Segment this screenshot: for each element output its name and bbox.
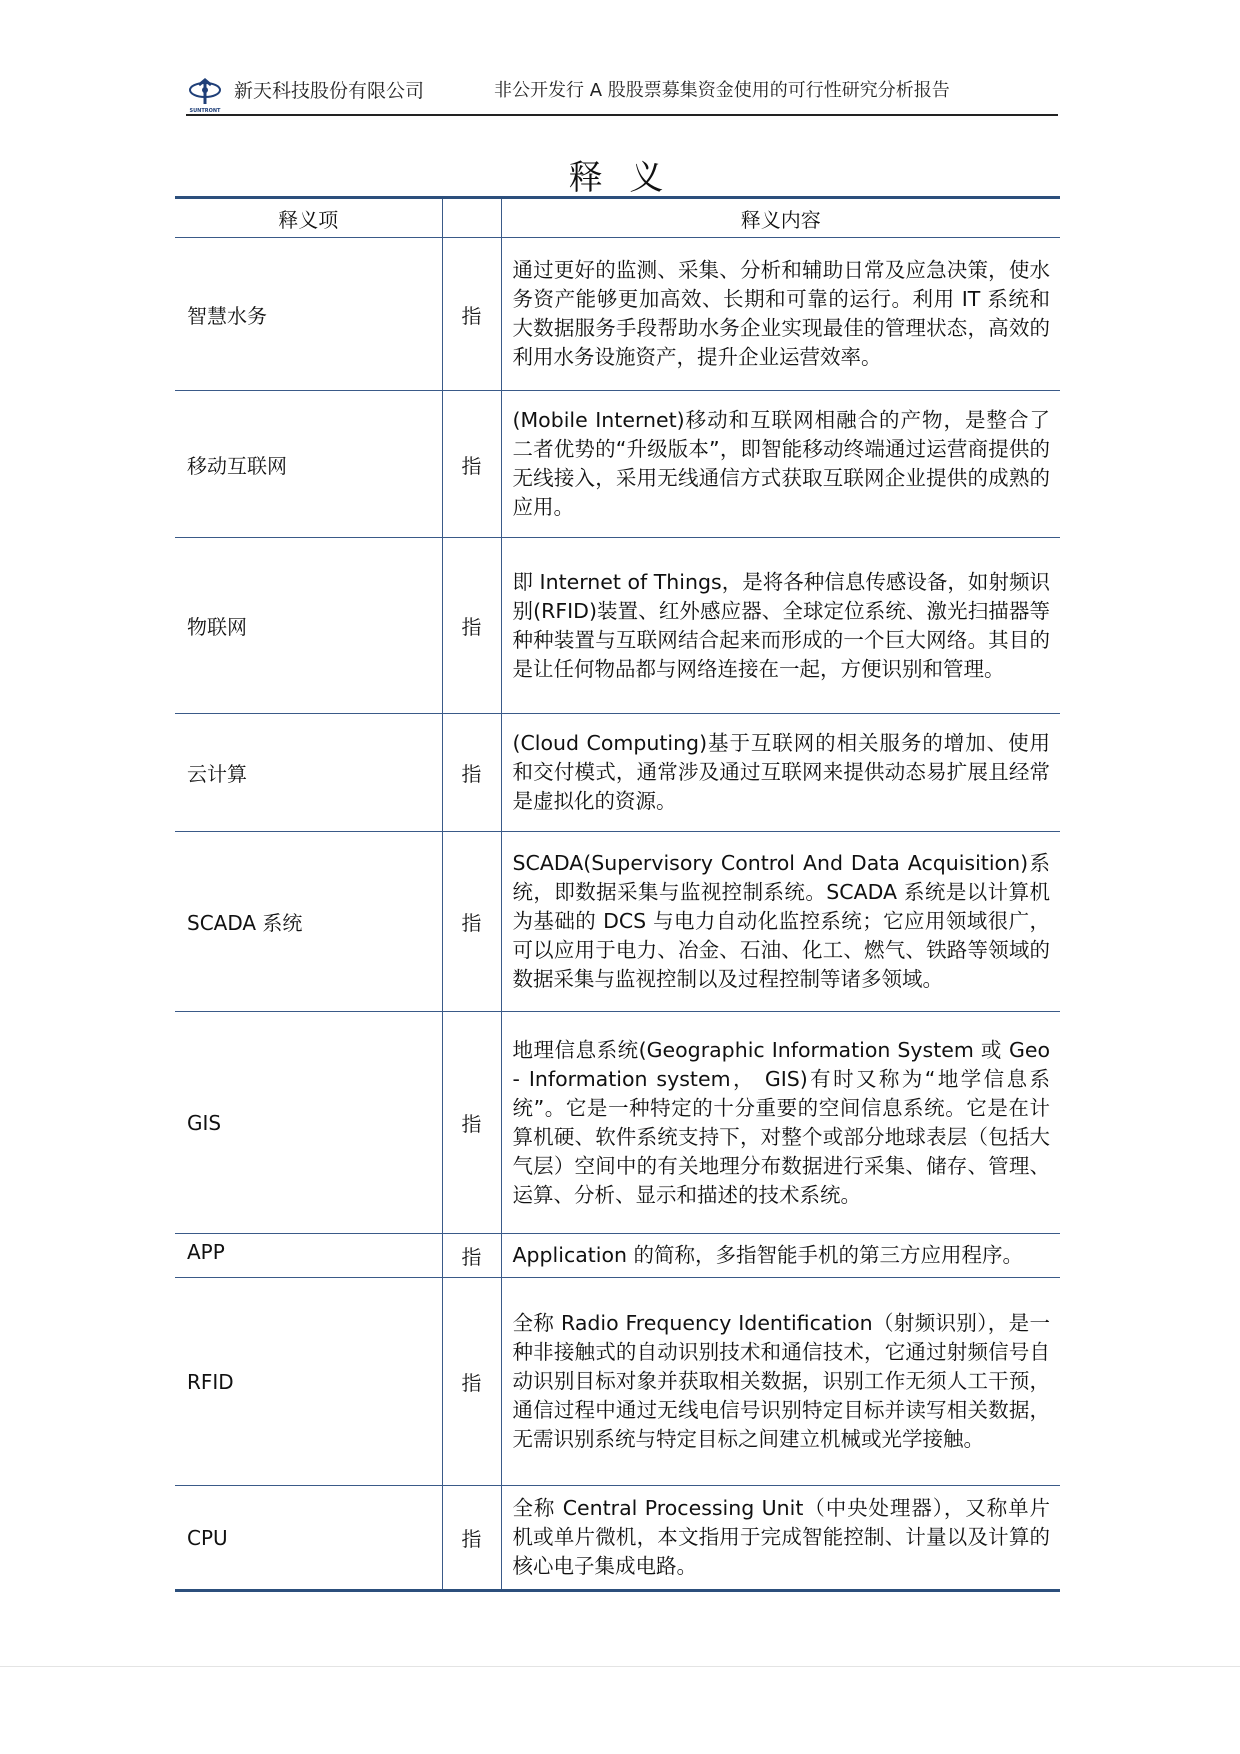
marker-cell: 指 — [442, 538, 501, 714]
term-cell: 云计算 — [175, 714, 442, 832]
definition-cell: 地理信息系统(Geographic Information System 或 Geo - Information system， GIS)有时又称为“地学信息系统”。它是一种特定的十分重要的空间信息系统。它是在计算机硬、软件系统支持下，对整个或部分地球表层（包括大气层）空间中的有关地理分布数据进行采集、储存、管理、运算、分析、显示和描述的技术系统。 — [501, 1012, 1060, 1234]
table-row — [175, 1278, 1060, 1486]
table-row — [175, 238, 1060, 391]
table-row — [175, 1012, 1060, 1234]
definition-cell: 通过更好的监测、采集、分析和辅助日常及应急决策，使水务资产能够更加高效、长期和可靠的运行。利用 IT 系统和大数据服务手段帮助水务企业实现最佳的管理状态，高效的利用水务设施资产，提升企业运营效率。 — [501, 238, 1060, 391]
term-cell: 智慧水务 — [175, 238, 442, 391]
page-header — [186, 72, 1058, 116]
definition-cell: 即 Internet of Things，是将各种信息传感设备，如射频识别(RFID)装置、红外感应器、全球定位系统、激光扫描器等种种装置与互联网结合起来而形成的一个巨大网络。其目的是让任何物品都与网络连接在一起，方便识别和管理。 — [501, 538, 1060, 714]
table-row — [175, 714, 1060, 832]
table-header-row — [175, 198, 1060, 238]
term-cell: SCADA 系统 — [175, 832, 442, 1012]
header-marker — [442, 198, 501, 238]
marker-cell: 指 — [442, 1012, 501, 1234]
table-row — [175, 391, 1060, 538]
definition-cell: (Cloud Computing)基于互联网的相关服务的增加、使用和交付模式，通常涉及通过互联网来提供动态易扩展且经常是虚拟化的资源。 — [501, 714, 1060, 832]
table-row — [175, 832, 1060, 1012]
header-definition: 释义内容 — [501, 198, 1060, 238]
marker-cell: 指 — [442, 714, 501, 832]
definition-cell: Application 的简称，多指智能手机的第三方应用程序。 — [501, 1234, 1060, 1278]
marker-cell: 指 — [442, 1234, 501, 1278]
marker-cell: 指 — [442, 391, 501, 538]
term-cell: CPU — [175, 1486, 442, 1591]
term-cell: 物联网 — [175, 538, 442, 714]
marker-cell: 指 — [442, 238, 501, 391]
company-logo — [186, 76, 224, 114]
header-term: 释义项 — [175, 198, 442, 238]
report-title: 非公开发行 A 股股票募集资金使用的可行性研究分析报告 — [494, 80, 950, 101]
definition-cell: 全称 Central Processing Unit（中央处理器），又称单片机或单片微机，本文指用于完成智能控制、计量以及计算的核心电子集成电路。 — [501, 1486, 1060, 1591]
company-name: 新天科技股份有限公司 — [234, 80, 425, 102]
definitions-table — [175, 196, 1060, 1592]
table-row — [175, 538, 1060, 714]
term-cell: 移动互联网 — [175, 391, 442, 538]
marker-cell: 指 — [442, 1486, 501, 1591]
term-cell: APP — [175, 1234, 442, 1278]
marker-cell: 指 — [442, 832, 501, 1012]
page-footer-divider — [0, 1666, 1240, 1667]
table-row — [175, 1486, 1060, 1591]
definition-cell: SCADA(Supervisory Control And Data Acquisition)系统，即数据采集与监视控制系统。SCADA 系统是以计算机为基础的 DCS 与电力自动化监控系统；它应用领域很广，可以应用于电力、冶金、石油、化工、燃气、铁路等领域的数据采集与监视控制以及过程控制等诸多领域。 — [501, 832, 1060, 1012]
page-title: 释 义 — [568, 158, 672, 198]
definition-cell: 全称 Radio Frequency Identification（射频识别），是一种非接触式的自动识别技术和通信技术，它通过射频信号自动识别目标对象并获取相关数据，识别工作无须人工干预，通信过程中通过无线电信号识别特定目标并读写相关数据，无需识别系统与特定目标之间建立机械或光学接触。 — [501, 1278, 1060, 1486]
term-cell: RFID — [175, 1278, 442, 1486]
term-cell: GIS — [175, 1012, 442, 1234]
definition-cell: (Mobile Internet)移动和互联网相融合的产物，是整合了二者优势的“升级版本”，即智能移动终端通过运营商提供的无线接入，采用无线通信方式获取互联网企业提供的成熟的应用。 — [501, 391, 1060, 538]
table-row — [175, 1234, 1060, 1278]
marker-cell: 指 — [442, 1278, 501, 1486]
svg-text:SUNTRONT: SUNTRONT — [189, 108, 221, 114]
